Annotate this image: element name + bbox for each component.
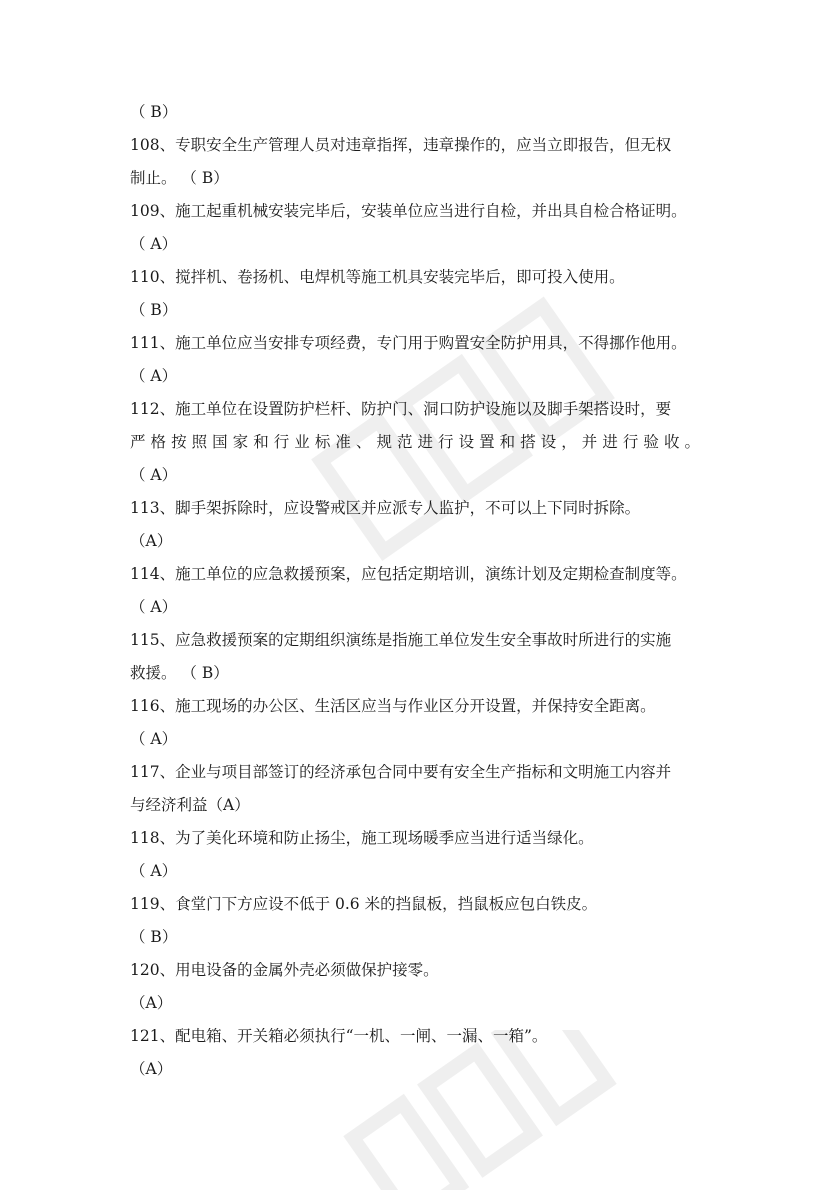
answer-line: （ A）: [130, 466, 178, 484]
question-line: 120、用电设备的金属外壳必须做保护接零。: [130, 961, 439, 979]
question-line: 111、施工单位应当安排专项经费，专门用于购置安全防护用具，不得挪作他用。: [130, 334, 687, 352]
answer-line: （ B）: [130, 301, 178, 319]
answer-line: （A）: [130, 994, 173, 1012]
answer-line: （ A）: [130, 235, 178, 253]
answer-line: （ A）: [130, 730, 178, 748]
question-line: 113、脚手架拆除时，应设警戒区并应派专人监护，不可以上下同时拆除。: [130, 499, 641, 517]
question-line: 114、施工单位的应急救援预案，应包括定期培训，演练计划及定期检查制度等。: [130, 565, 687, 583]
question-line: 121、配电箱、开关箱必须执行“一机、一闸、一漏、一箱”。: [130, 1027, 548, 1045]
question-line: 118、为了美化环境和防止扬尘，施工现场暖季应当进行适当绿化。: [130, 829, 594, 847]
question-line: 与经济利益（A）: [130, 796, 250, 814]
question-line: 108、专职安全生产管理人员对违章指挥，违章操作的，应当立即报告，但无权: [130, 136, 672, 154]
question-line: 119、食堂门下方应设不低于 0.6 米的挡鼠板，挡鼠板应包白铁皮。: [130, 895, 598, 913]
answer-line: （A）: [130, 1060, 173, 1078]
question-list: [130, 96, 700, 1086]
question-line: 救援。 （ B）: [130, 664, 229, 682]
answer-line: （ B）: [130, 928, 178, 946]
question-line: 110、搅拌机、卷扬机、电焊机等施工机具安装完毕后，即可投入使用。: [130, 268, 625, 286]
question-line: 112、施工单位在设置防护栏杆、防护门、洞口防护设施以及脚手架搭设时，要: [130, 400, 672, 418]
question-line: 115、应急救援预案的定期组织演练是指施工单位发生安全事故时所进行的实施: [130, 631, 672, 649]
question-line: 109、施工起重机械安装完毕后，安装单位应当进行自检，并出具自检合格证明。: [130, 202, 687, 220]
answer-line: （ B）: [130, 103, 178, 121]
question-line: 严格按照国家和行业标准、规范进行设置和搭设，并进行验收。: [130, 433, 700, 451]
answer-line: （A）: [130, 532, 173, 550]
answer-line: （ A）: [130, 367, 178, 385]
question-line: 制止。 （ B）: [130, 169, 229, 187]
answer-line: （ A）: [130, 862, 178, 880]
answer-line: （ A）: [130, 598, 178, 616]
question-line: 117、企业与项目部签订的经济承包合同中要有安全生产指标和文明施工内容并: [130, 763, 672, 781]
question-line: 116、施工现场的办公区、生活区应当与作业区分开设置，并保持安全距离。: [130, 697, 656, 715]
